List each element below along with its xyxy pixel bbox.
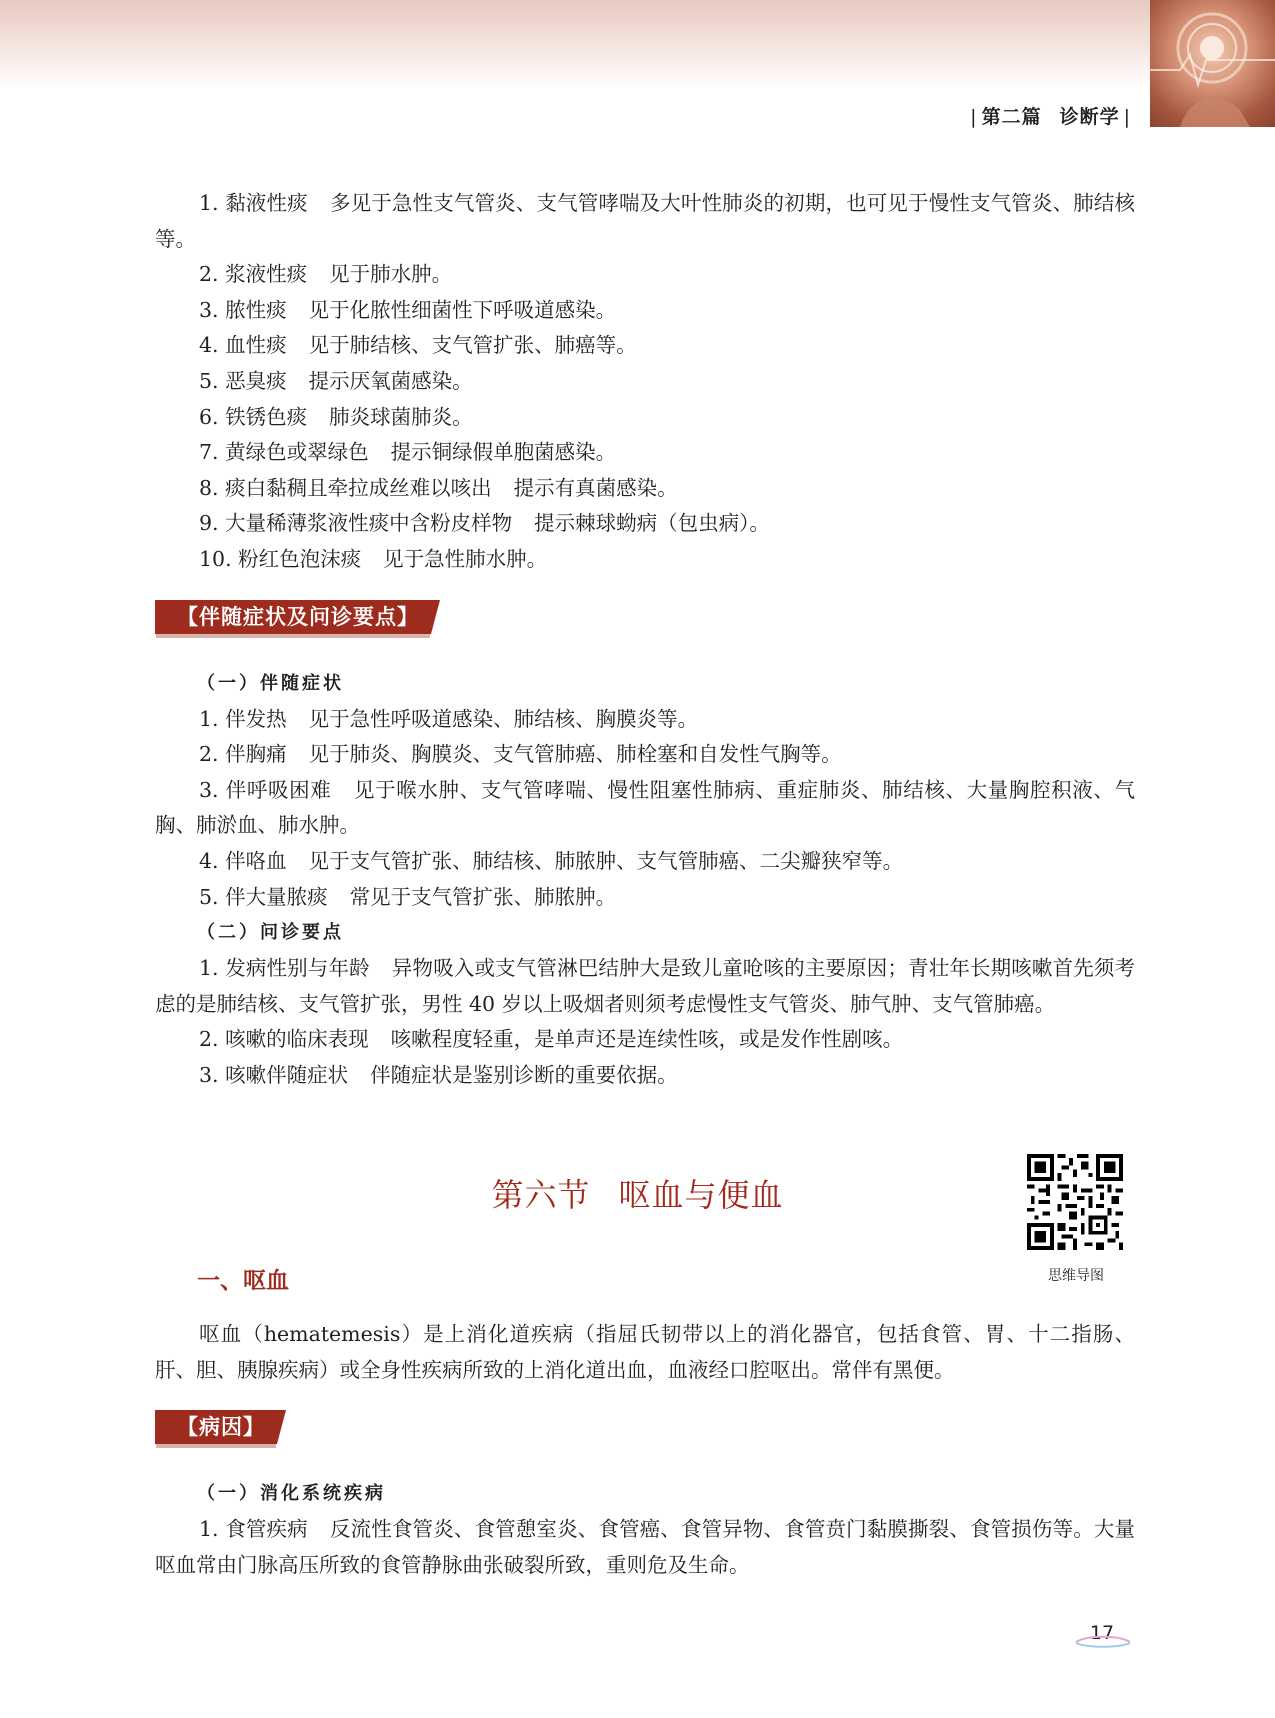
list-item: 7. 黄绿色或翠绿色 提示铜绿假单胞菌感染。 bbox=[199, 440, 617, 465]
section-banner: 【伴随症状及问诊要点】 bbox=[155, 600, 431, 634]
list-item: 5. 恶臭痰 提示厌氧菌感染。 bbox=[199, 368, 473, 393]
header-subject: 诊断学 bbox=[1059, 106, 1120, 128]
main-content-lower bbox=[155, 1317, 1135, 1583]
list-item: 5. 伴大量脓痰 常见于支气管扩张、肺脓肿。 bbox=[199, 884, 617, 909]
list-item: 1. 黏液性痰 多见于急性支气管炎、支气管哮喘及大叶性肺炎的初期，也可见于慢性支气管炎、肺结核等。 bbox=[155, 191, 1136, 251]
list-item: 1. 发病性别与年龄 异物吸入或支气管淋巴结肿大是致儿童呛咳的主要原因；青壮年长期咳嗽首先须考虑的是肺结核、支气管扩张，男性 40 岁以上吸烟者则须考虑慢性支气管炎、肺气肿、支气管肺癌。 bbox=[155, 956, 1136, 1016]
accompanying-list bbox=[155, 702, 1135, 916]
list-item: 3. 脓性痰 见于化脓性细菌性下呼吸道感染。 bbox=[199, 297, 617, 322]
list-item: 4. 血性痰 见于肺结核、支气管扩张、肺癌等。 bbox=[199, 333, 637, 358]
subheading: （二）问诊要点 bbox=[197, 922, 344, 944]
section-banner: 【病因】 bbox=[155, 1410, 277, 1444]
list-item: 2. 浆液性痰 见于肺水肿。 bbox=[199, 262, 453, 287]
section-banner-wrap bbox=[155, 1410, 1135, 1456]
page-number-ornament bbox=[1072, 1634, 1134, 1648]
list-item: 1. 伴发热 见于急性呼吸道感染、肺结核、胸膜炎等。 bbox=[199, 706, 699, 731]
subheading: （一）消化系统疾病 bbox=[197, 1483, 386, 1505]
section-banner-wrap bbox=[155, 600, 1135, 646]
list-item: 4. 伴咯血 见于支气管扩张、肺结核、肺脓肿、支气管肺癌、二尖瓣狭窄等。 bbox=[199, 848, 904, 873]
definition-paragraph: 呕血（hematemesis）是上消化道疾病（指屈氏韧带以上的消化器官，包括食管、胃、十二指肠、肝、胆、胰腺疾病）或全身性疾病所致的上消化道出血，血液经口腔呕出。常伴有黑便。 bbox=[155, 1322, 1135, 1382]
header-divider: | bbox=[970, 106, 978, 128]
qr-code-icon[interactable] bbox=[1027, 1154, 1123, 1250]
inquiry-list bbox=[155, 951, 1135, 1093]
qr-code-label: 思维导图 bbox=[1048, 1268, 1104, 1284]
stethoscope-illustration bbox=[1150, 0, 1275, 127]
subsection-heading: 一、呕血 bbox=[197, 1268, 289, 1294]
sputum-list bbox=[155, 186, 1135, 578]
section-title: 第六节 呕血与便血 bbox=[491, 1176, 784, 1214]
subheading: （一）伴随症状 bbox=[197, 672, 344, 694]
list-item: 8. 痰白黏稠且牵拉成丝难以咳出 提示有真菌感染。 bbox=[199, 475, 678, 500]
header-part: 第二篇 bbox=[981, 106, 1042, 128]
list-item: 9. 大量稀薄浆液性痰中含粉皮样物 提示棘球蚴病（包虫病）。 bbox=[199, 511, 770, 536]
main-content bbox=[155, 186, 1135, 1093]
header-band bbox=[0, 0, 1275, 88]
list-item: 1. 食管疾病 反流性食管炎、食管憩室炎、食管癌、食管异物、食管贲门黏膜撕裂、食管损伤等。大量呕血常由门脉高压所致的食管静脉曲张破裂所致，重则危及生命。 bbox=[155, 1517, 1136, 1577]
header-divider: | bbox=[1123, 106, 1131, 128]
running-header bbox=[966, 102, 1135, 129]
list-item: 2. 咳嗽的临床表现 咳嗽程度轻重，是单声还是连续性咳，或是发作性剧咳。 bbox=[199, 1027, 904, 1052]
page-number: 17 bbox=[1089, 1622, 1115, 1644]
list-item: 3. 咳嗽伴随症状 伴随症状是鉴别诊断的重要依据。 bbox=[199, 1062, 678, 1087]
list-item: 10. 粉红色泡沫痰 见于急性肺水肿。 bbox=[199, 546, 548, 571]
list-item: 3. 伴呼吸困难 见于喉水肿、支气管哮喘、慢性阻塞性肺病、重症肺炎、肺结核、大量胸腔积液、气胸、肺淤血、肺水肿。 bbox=[155, 777, 1136, 838]
list-item: 2. 伴胸痛 见于肺炎、胸膜炎、支气管肺癌、肺栓塞和自发性气胸等。 bbox=[199, 742, 842, 767]
list-item: 6. 铁锈色痰 肺炎球菌肺炎。 bbox=[199, 404, 473, 429]
